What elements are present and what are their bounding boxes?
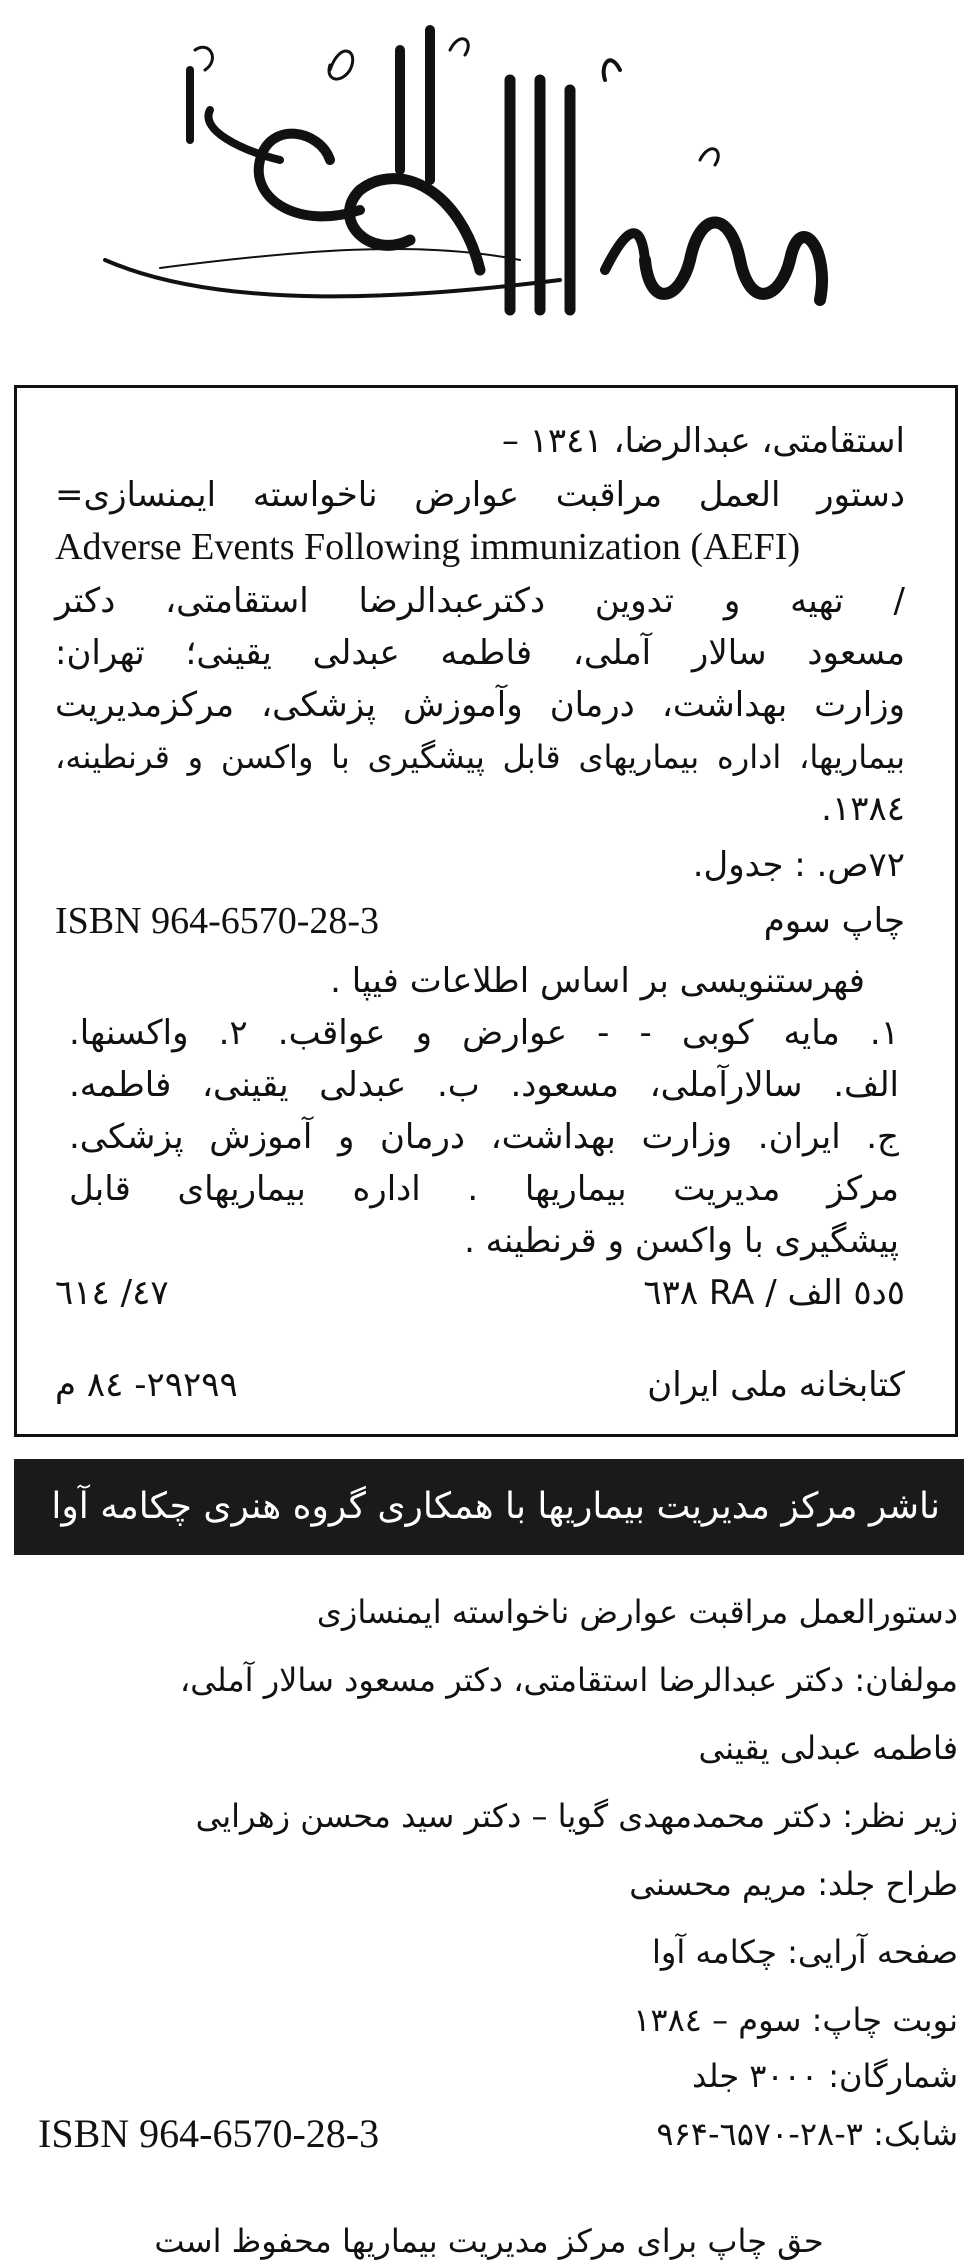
cip-title-fa: دستور العمل مراقبت عوارض ناخواسته ایمنسازی= <box>55 475 905 515</box>
credit-supervision: زیر نظر: دکتر محمدمهدی گویا – دکتر سید محسن زهرایی <box>195 1797 958 1835</box>
cip-lc: ٥د٥ الف / RA ٦٣٨ <box>643 1273 905 1313</box>
cip-pages: ٧٢ص. : جدول. <box>692 845 905 885</box>
credit-isbn-fa: شابک: ٣-٢٨-٦۵٧٠-٩۶۴ <box>656 2115 958 2153</box>
cip-dewey: ٤٧/ ٦١٤ <box>55 1273 169 1313</box>
credit-cover-designer: طراح جلد: مریم محسنی <box>629 1865 958 1903</box>
credit-copies: شمارگان: ٣٠٠٠ جلد <box>691 2057 958 2095</box>
cip-added-entry-4: پیشگیری با واکسن و قرنطینه . <box>464 1221 899 1261</box>
credit-title: دستورالعمل مراقبت عوارض ناخواسته ایمنسازی <box>316 1593 958 1631</box>
cip-added-entry-2: ج. ایران. وزارت بهداشت، درمان و آموزش پزشکی. <box>69 1117 899 1157</box>
credit-isbn-en: ISBN 964-6570-28-3 <box>38 2111 380 2156</box>
cip-publisher-1: وزارت بهداشت، درمان وآموزش پزشکی، مرکزمدیریت <box>55 685 905 725</box>
cip-library-row <box>55 1360 905 1410</box>
cip-added-entry-1: الف. سالارآملی، مسعود. ب. عبدلی یقینی، فاطمه. <box>69 1065 899 1105</box>
cip-edition: چاپ سوم <box>763 901 905 941</box>
cip-isbn-row <box>55 896 905 946</box>
cip-subjects: ١. مایه کوبی - - عوارض و عواقب. ٢. واکسنها. <box>69 1013 899 1053</box>
cip-classification-row <box>55 1268 905 1318</box>
credit-authors-2: فاطمه عبدلی یقینی <box>698 1729 958 1767</box>
credit-layout: صفحه آرایی: چکامه آوا <box>651 1933 958 1971</box>
credit-authors-1: مولفان: دکتر عبدالرضا استقامتی، دکتر مسعود سالار آملی، <box>179 1661 958 1699</box>
cip-title-en: Adverse Events Following immunization (AEFI) <box>55 526 801 568</box>
cip-author: استقامتی، عبدالرضا، ١٣٤١ – <box>501 421 905 461</box>
cip-added-entry-3: مرکز مدیریت بیماریها . اداره بیماریهای قابل <box>69 1169 899 1209</box>
cataloging-in-publication-box <box>14 385 958 1437</box>
cip-year: ١٣٨٤. <box>821 789 905 829</box>
cip-publisher-2: بیماریها، اداره بیماریهای قابل پیشگیری با واکسن و قرنطینه، <box>55 738 905 776</box>
cip-library: کتابخانه ملی ایران <box>647 1365 905 1405</box>
publisher-banner: ناشر مرکز مدیریت بیماریها با همکاری گروه هنری چکامه آوا <box>14 1459 964 1555</box>
cip-isbn: ISBN 964-6570-28-3 <box>55 900 380 942</box>
credit-print-run: نوبت چاپ: سوم – ١٣٨٤ <box>633 2001 958 2039</box>
cip-statement-2: مسعود سالار آملی، فاطمه عبدلی یقینی؛ تهران: <box>55 633 905 673</box>
cip-note: فهرستنویسی بر اساس اطلاعات فیپا . <box>330 961 865 1001</box>
cip-national-number: ٢٩٢٩٩- ٨٤ م <box>55 1365 238 1405</box>
cip-statement-1: / تهیه و تدوین دکترعبدالرضا استقامتی، دکتر <box>55 581 905 621</box>
bismillah-calligraphy <box>100 10 880 340</box>
copyright-notice: حق چاپ برای مرکز مدیریت بیماریها محفوظ است <box>154 2222 824 2260</box>
